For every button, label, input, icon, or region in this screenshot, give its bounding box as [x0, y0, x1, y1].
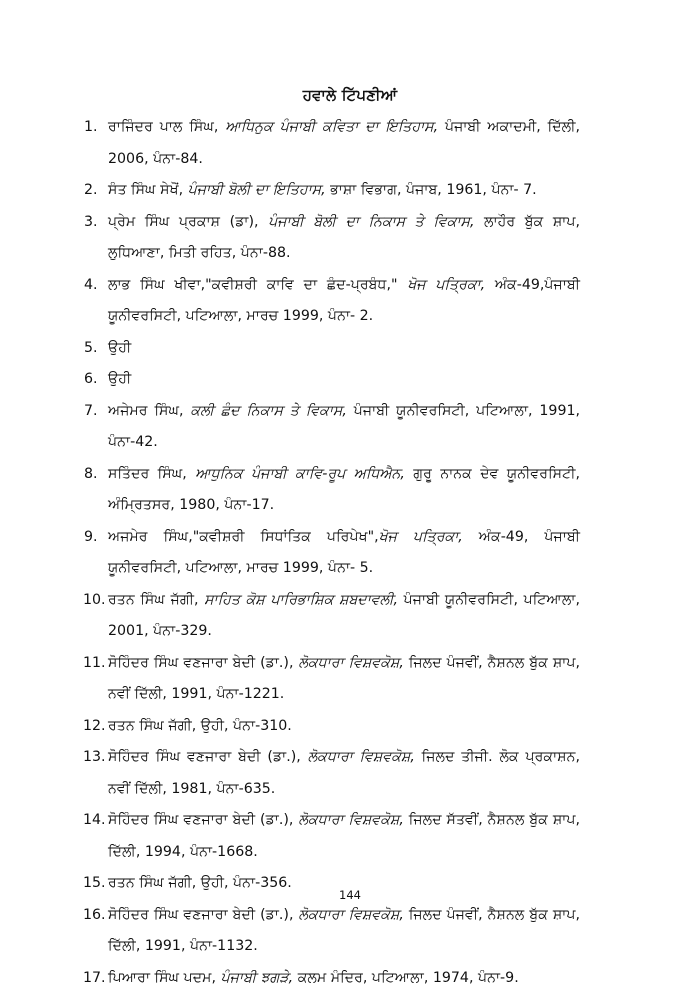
reference-number: 16. — [83, 900, 106, 932]
reference-number: 6. — [84, 364, 98, 396]
reference-author: ਸੋਹਿੰਦਰ ਸਿੰਘ ਵਣਜਾਰਾ ਬੇਦੀ (ਡਾ.), — [108, 749, 308, 765]
reference-author: ਸੰਤ ਸਿੰਘ ਸੇਖੋਂ, — [108, 182, 188, 198]
reference-author: ਰਤਨ ਸਿੰਘ ਜੱਗੀ, — [108, 592, 204, 608]
reference-publication: ਅੰਕ-49, ਪੰਜਾਬੀ ਯੂਨੀਵਰਸਿਟੀ, ਪਟਿਆਲਾ, ਮਾਰਚ 1999, ਪੰਨਾ- 5. — [108, 529, 580, 577]
reference-number: 7. — [84, 396, 98, 428]
reference-author: ਸੋਹਿੰਦਰ ਸਿੰਘ ਵਣਜਾਰਾ ਬੇਦੀ (ਡਾ.), — [108, 655, 298, 671]
reference-author: ਰਤਨ ਸਿੰਘ ਜੱਗੀ, ਉਹੀ, ਪੰਨਾ-356. — [108, 875, 292, 891]
reference-title: ਪੰਜਾਬੀ ਬੋਲੀ ਦਾ ਨਿਕਾਸ ਤੇ ਵਿਕਾਸ, — [268, 214, 474, 230]
reference-item — [84, 711, 580, 743]
reference-title: ਆਧੁਨਿਕ ਪੰਜਾਬੀ ਕਾਵਿ-ਰੂਪ ਅਧਿਐਨ, — [195, 466, 405, 482]
reference-author: ਲਾਭ ਸਿੰਘ ਖੀਵਾ,"ਕਵੀਸ਼ਰੀ ਕਾਵਿ ਦਾ ਛੰਦ-ਪ੍ਰਬੰਧ," — [108, 277, 407, 293]
reference-publication: ਪੰਜਾਬੀ ਯੂਨੀਵਰਸਿਟੀ, ਪਟਿਆਲਾ, 1991, ਪੰਨਾ-42. — [108, 403, 580, 451]
reference-title: ਲੋਕਧਾਰਾ ਵਿਸ਼ਵਕੋਸ਼, — [298, 812, 403, 828]
reference-publication: ਭਾਸ਼ਾ ਵਿਭਾਗ, ਪੰਜਾਬ, 1961, ਪੰਨਾ- 7. — [326, 182, 537, 198]
reference-publication: ਕਲਮ ਮੰਦਿਰ, ਪਟਿਆਲਾ, 1974, ਪੰਨਾ-9. — [293, 970, 519, 986]
reference-number: 8. — [84, 459, 98, 491]
reference-item — [84, 585, 580, 648]
reference-number: 10. — [83, 585, 106, 617]
reference-item — [84, 270, 580, 333]
reference-publication: ਜਿਲਦ ਪੰਜਵੀਂ, ਨੈਸ਼ਨਲ ਬੁੱਕ ਸ਼ਾਪ, ਦਿੱਲੀ, 1991, ਪੰਨਾ-1132. — [108, 907, 580, 955]
reference-item — [84, 175, 580, 207]
reference-item — [84, 333, 580, 365]
reference-number: 14. — [83, 805, 106, 837]
reference-publication: ਜਿਲਦ ਤੀਜੀ. ਲੋਕ ਪ੍ਰਕਾਸ਼ਨ, ਨਵੀਂ ਦਿੱਲੀ, 1981, ਪੰਨਾ-635. — [108, 749, 580, 797]
reference-title: ਲੋਕਧਾਰਾ ਵਿਸ਼ਵਕੋਸ਼, — [298, 907, 403, 923]
reference-publication: ਲਾਹੌਰ ਬੁੱਕ ਸ਼ਾਪ, ਲੁਧਿਆਣਾ, ਮਿਤੀ ਰਹਿਤ, ਪੰਨਾ-88. — [108, 214, 580, 262]
reference-title: ਲੋਕਧਾਰਾ ਵਿਸ਼ਵਕੋਸ਼, — [308, 749, 415, 765]
reference-author: ਪਿਆਰਾ ਸਿੰਘ ਪਦਮ, — [108, 970, 221, 986]
reference-publication: ਅੰਕ-49,ਪੰਜਾਬੀ ਯੂਨੀਵਰਸਿਟੀ, ਪਟਿਆਲਾ, ਮਾਰਚ 1999, ਪੰਨਾ- 2. — [108, 277, 580, 325]
reference-item — [84, 963, 580, 994]
reference-item — [84, 900, 580, 963]
reference-item — [84, 459, 580, 522]
reference-number: 11. — [83, 648, 106, 680]
reference-number: 9. — [84, 522, 98, 554]
reference-number: 12. — [83, 711, 106, 743]
reference-title: ਆਧਿਨੁਕ ਪੰਜਾਬੀ ਕਵਿਤਾ ਦਾ ਇਤਿਹਾਸ, — [225, 119, 438, 135]
reference-author: ਉਹੀ — [108, 340, 131, 356]
reference-author: ਸੋਹਿੰਦਰ ਸਿੰਘ ਵਣਜਾਰਾ ਬੇਦੀ (ਡਾ.), — [108, 812, 298, 828]
reference-item — [84, 742, 580, 805]
reference-publication: ਗੁਰੂ ਨਾਨਕ ਦੇਵ ਯੂਨੀਵਰਸਿਟੀ, ਅੰਮ੍ਰਿਤਸਰ, 1980, ਪੰਨਾ-17. — [108, 466, 580, 514]
reference-number: 15. — [83, 868, 106, 900]
reference-author: ਰਤਨ ਸਿੰਘ ਜੱਗੀ, ਉਹੀ, ਪੰਨਾ-310. — [108, 718, 292, 734]
reference-item — [84, 207, 580, 270]
reference-title: ਖੋਜ ਪਤ੍ਰਿਕਾ, — [407, 277, 485, 293]
reference-publication: ਪੰਜਾਬੀ ਅਕਾਦਮੀ, ਦਿੱਲੀ, 2006, ਪੰਨਾ-84. — [108, 119, 580, 167]
reference-author: ਸਤਿੰਦਰ ਸਿੰਘ, — [108, 466, 195, 482]
reference-title: ਸਾਹਿਤ ਕੋਸ਼ ਪਾਰਿਭਾਸ਼ਿਕ ਸ਼ਬਦਾਵਲੀ, — [204, 592, 398, 608]
reference-item — [84, 522, 580, 585]
reference-publication: ਪੰਜਾਬੀ ਯੂਨੀਵਰਸਿਟੀ, ਪਟਿਆਲਾ, 2001, ਪੰਨਾ-329. — [108, 592, 580, 640]
reference-number: 13. — [83, 742, 106, 774]
reference-title: ਖੋਜ ਪਤ੍ਰਿਕਾ, — [379, 529, 463, 545]
reference-author: ਰਾਜਿੰਦਰ ਪਾਲ ਸਿੰਘ, — [108, 119, 225, 135]
reference-item — [84, 396, 580, 459]
reference-title: ਪੰਜਾਬੀ ਬੋਲੀ ਦਾ ਇਤਿਹਾਸ, — [188, 182, 326, 198]
reference-item — [84, 364, 580, 396]
reference-number: 17. — [83, 963, 106, 994]
reference-number: 1. — [84, 112, 98, 144]
references-list — [84, 112, 580, 994]
reference-author: ਪ੍ਰੇਮ ਸਿੰਘ ਪ੍ਰਕਾਸ਼ (ਡਾ), — [108, 214, 268, 230]
reference-title: ਕਲੀ ਛੰਦ ਨਿਕਾਸ ਤੇ ਵਿਕਾਸ, — [190, 403, 346, 419]
reference-title: ਪੰਜਾਬੀ ਝਗੜੇ, — [221, 970, 294, 986]
reference-publication: ਜਿਲਦ ਸੱਤਵੀਂ, ਨੈਸ਼ਨਲ ਬੁੱਕ ਸ਼ਾਪ, ਦਿੱਲੀ, 1994, ਪੰਨਾ-1668. — [108, 812, 580, 860]
reference-number: 5. — [84, 333, 98, 365]
reference-author: ਉਹੀ — [108, 371, 131, 387]
reference-author: ਅਜਮੇਰ ਸਿੰਘ,"ਕਵੀਸ਼ਰੀ ਸਿਧਾਂਤਿਕ ਪਰਿਪੇਖ", — [108, 529, 379, 545]
reference-publication: ਜਿਲਦ ਪੰਜਵੀਂ, ਨੈਸ਼ਨਲ ਬੁੱਕ ਸ਼ਾਪ, ਨਵੀਂ ਦਿੱਲੀ, 1991, ਪੰਨਾ-1221. — [108, 655, 580, 703]
reference-number: 3. — [84, 207, 98, 239]
reference-author: ਅਜੇਮਰ ਸਿੰਘ, — [108, 403, 190, 419]
reference-item — [84, 112, 580, 175]
reference-number: 2. — [84, 175, 98, 207]
reference-number: 4. — [84, 270, 98, 302]
reference-title: ਲੋਕਧਾਰਾ ਵਿਸ਼ਵਕੋਸ਼, — [298, 655, 403, 671]
reference-author: ਸੋਹਿੰਦਰ ਸਿੰਘ ਵਣਜਾਰਾ ਬੇਦੀ (ਡਾ.), — [108, 907, 298, 923]
page-title: ਹਵਾਲੇ ਟਿੱਪਣੀਆਂ — [0, 86, 700, 104]
reference-item — [84, 648, 580, 711]
page-number: 144 — [0, 888, 700, 902]
reference-item — [84, 805, 580, 868]
